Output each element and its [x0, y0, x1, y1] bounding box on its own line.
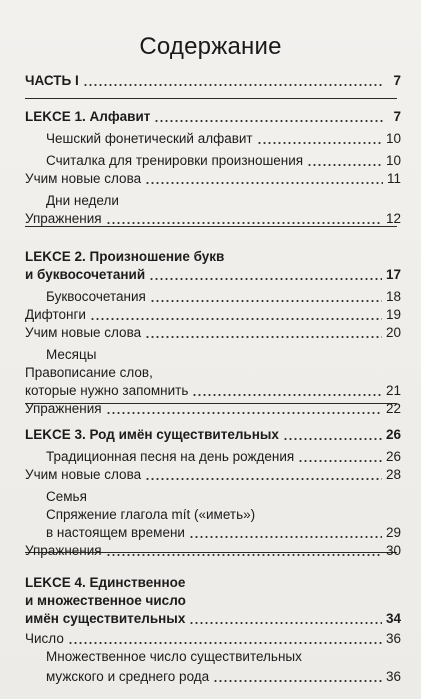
toc-entry-title: Упражнения — [25, 401, 102, 416]
toc-entry-page-number: 29 — [385, 525, 401, 540]
dot-leader — [257, 142, 382, 144]
toc-entry-title: Семья — [46, 489, 87, 504]
toc-entry — [25, 262, 401, 284]
toc-entry-title: которые нужно запомнить — [25, 383, 189, 398]
page-title: Содержание — [139, 33, 282, 60]
toc-entry-page-number: 11 — [386, 171, 401, 186]
toc-entry-page-number: 28 — [385, 467, 401, 482]
dot-leader — [189, 622, 382, 624]
toc-entry — [25, 68, 401, 90]
toc-entry-title: и множественное число — [25, 593, 186, 608]
toc-entry-page-number: 26 — [385, 449, 401, 464]
toc-entry-page-number: 26 — [385, 427, 401, 442]
dot-leader — [106, 554, 382, 556]
toc-entry-title: LEKCE 2. Произношение букв — [25, 249, 225, 264]
toc-entry — [25, 422, 401, 444]
toc-entry-title: Упражнения — [25, 211, 102, 226]
toc-entry-title: Число — [25, 631, 64, 646]
toc-entry — [25, 644, 401, 666]
toc-entry-title: Спряжение глагола mít («иметь») — [46, 507, 256, 522]
toc-entry-page-number: 12 — [385, 211, 401, 226]
toc-entry — [25, 462, 401, 484]
toc-entry-title: LEKCE 4. Единственное — [25, 575, 186, 590]
toc-entry-page-number: 36 — [385, 669, 401, 684]
toc-entry — [25, 606, 401, 628]
toc-entry-page-number: 21 — [385, 383, 401, 398]
toc-entry — [25, 396, 401, 418]
toc-entry-title: LEKCE 1. Алфавит — [25, 109, 151, 124]
toc-entry-title: в настоящем времени — [46, 525, 185, 540]
toc-entry-title: имён существительных — [25, 611, 186, 626]
dot-leader — [83, 84, 383, 86]
toc-entry-title: Дифтонги — [25, 307, 86, 322]
toc-entry-title: LEKCE 3. Род имён существительных — [25, 427, 279, 442]
toc-entry — [25, 206, 401, 228]
toc-entry-title: Учим новые слова — [25, 325, 142, 340]
toc-entry — [25, 320, 401, 342]
toc-entry-page-number: 22 — [385, 401, 401, 416]
dot-leader — [213, 680, 382, 682]
toc-entry — [25, 104, 401, 126]
toc-entry-title: Учим новые слова — [25, 171, 142, 186]
toc-entry-page-number: 34 — [385, 611, 401, 626]
section-divider — [25, 98, 397, 99]
toc-entry-title: Множественное число существительных — [46, 649, 302, 664]
dot-leader — [145, 478, 382, 480]
dot-leader — [145, 182, 383, 184]
toc-entry-title: Считалка для тренировки произношения — [46, 153, 304, 168]
toc-entry-title: и буквосочетаний — [25, 267, 146, 282]
toc-entry-title: Упражнения — [25, 543, 102, 558]
toc-entry-title: Чешский фонетический алфавит — [46, 131, 253, 146]
toc-entry-title: Дни недели — [46, 193, 119, 208]
toc-entry-title: Правописание слов, — [25, 365, 153, 380]
dot-leader — [106, 412, 382, 414]
toc-entry-page-number: 10 — [385, 153, 401, 168]
toc-entry-page-number: 18 — [385, 289, 401, 304]
dot-leader — [106, 222, 382, 224]
toc-entry-page-number: 36 — [385, 631, 401, 646]
toc-entry-page-number: 10 — [385, 131, 401, 146]
dot-leader — [149, 278, 382, 280]
dot-leader — [154, 120, 383, 122]
toc-entry-title: Месяцы — [46, 347, 97, 362]
toc-entry-title: Буквосочетания — [46, 289, 146, 304]
toc-entry-title: Традиционная песня на день рождения — [46, 449, 295, 464]
toc-entry-page-number: 7 — [393, 109, 401, 124]
toc-entry-title: мужского и среднего рода — [46, 669, 210, 684]
toc-entry-title: Учим новые слова — [25, 467, 142, 482]
toc-entry — [25, 538, 401, 560]
toc-entry-page-number: 17 — [385, 267, 401, 282]
dot-leader — [145, 336, 382, 338]
toc-entry-page-number: 30 — [385, 543, 401, 558]
toc-entry-page-number: 20 — [385, 325, 401, 340]
toc-entry — [25, 126, 401, 148]
dot-leader — [283, 438, 382, 440]
toc-entry — [25, 664, 401, 686]
toc-entry-title: ЧАСТЬ I — [25, 73, 79, 88]
toc-entry-page-number: 7 — [393, 73, 401, 88]
toc-entry-page-number: 19 — [385, 307, 401, 322]
toc-entry — [25, 166, 401, 188]
